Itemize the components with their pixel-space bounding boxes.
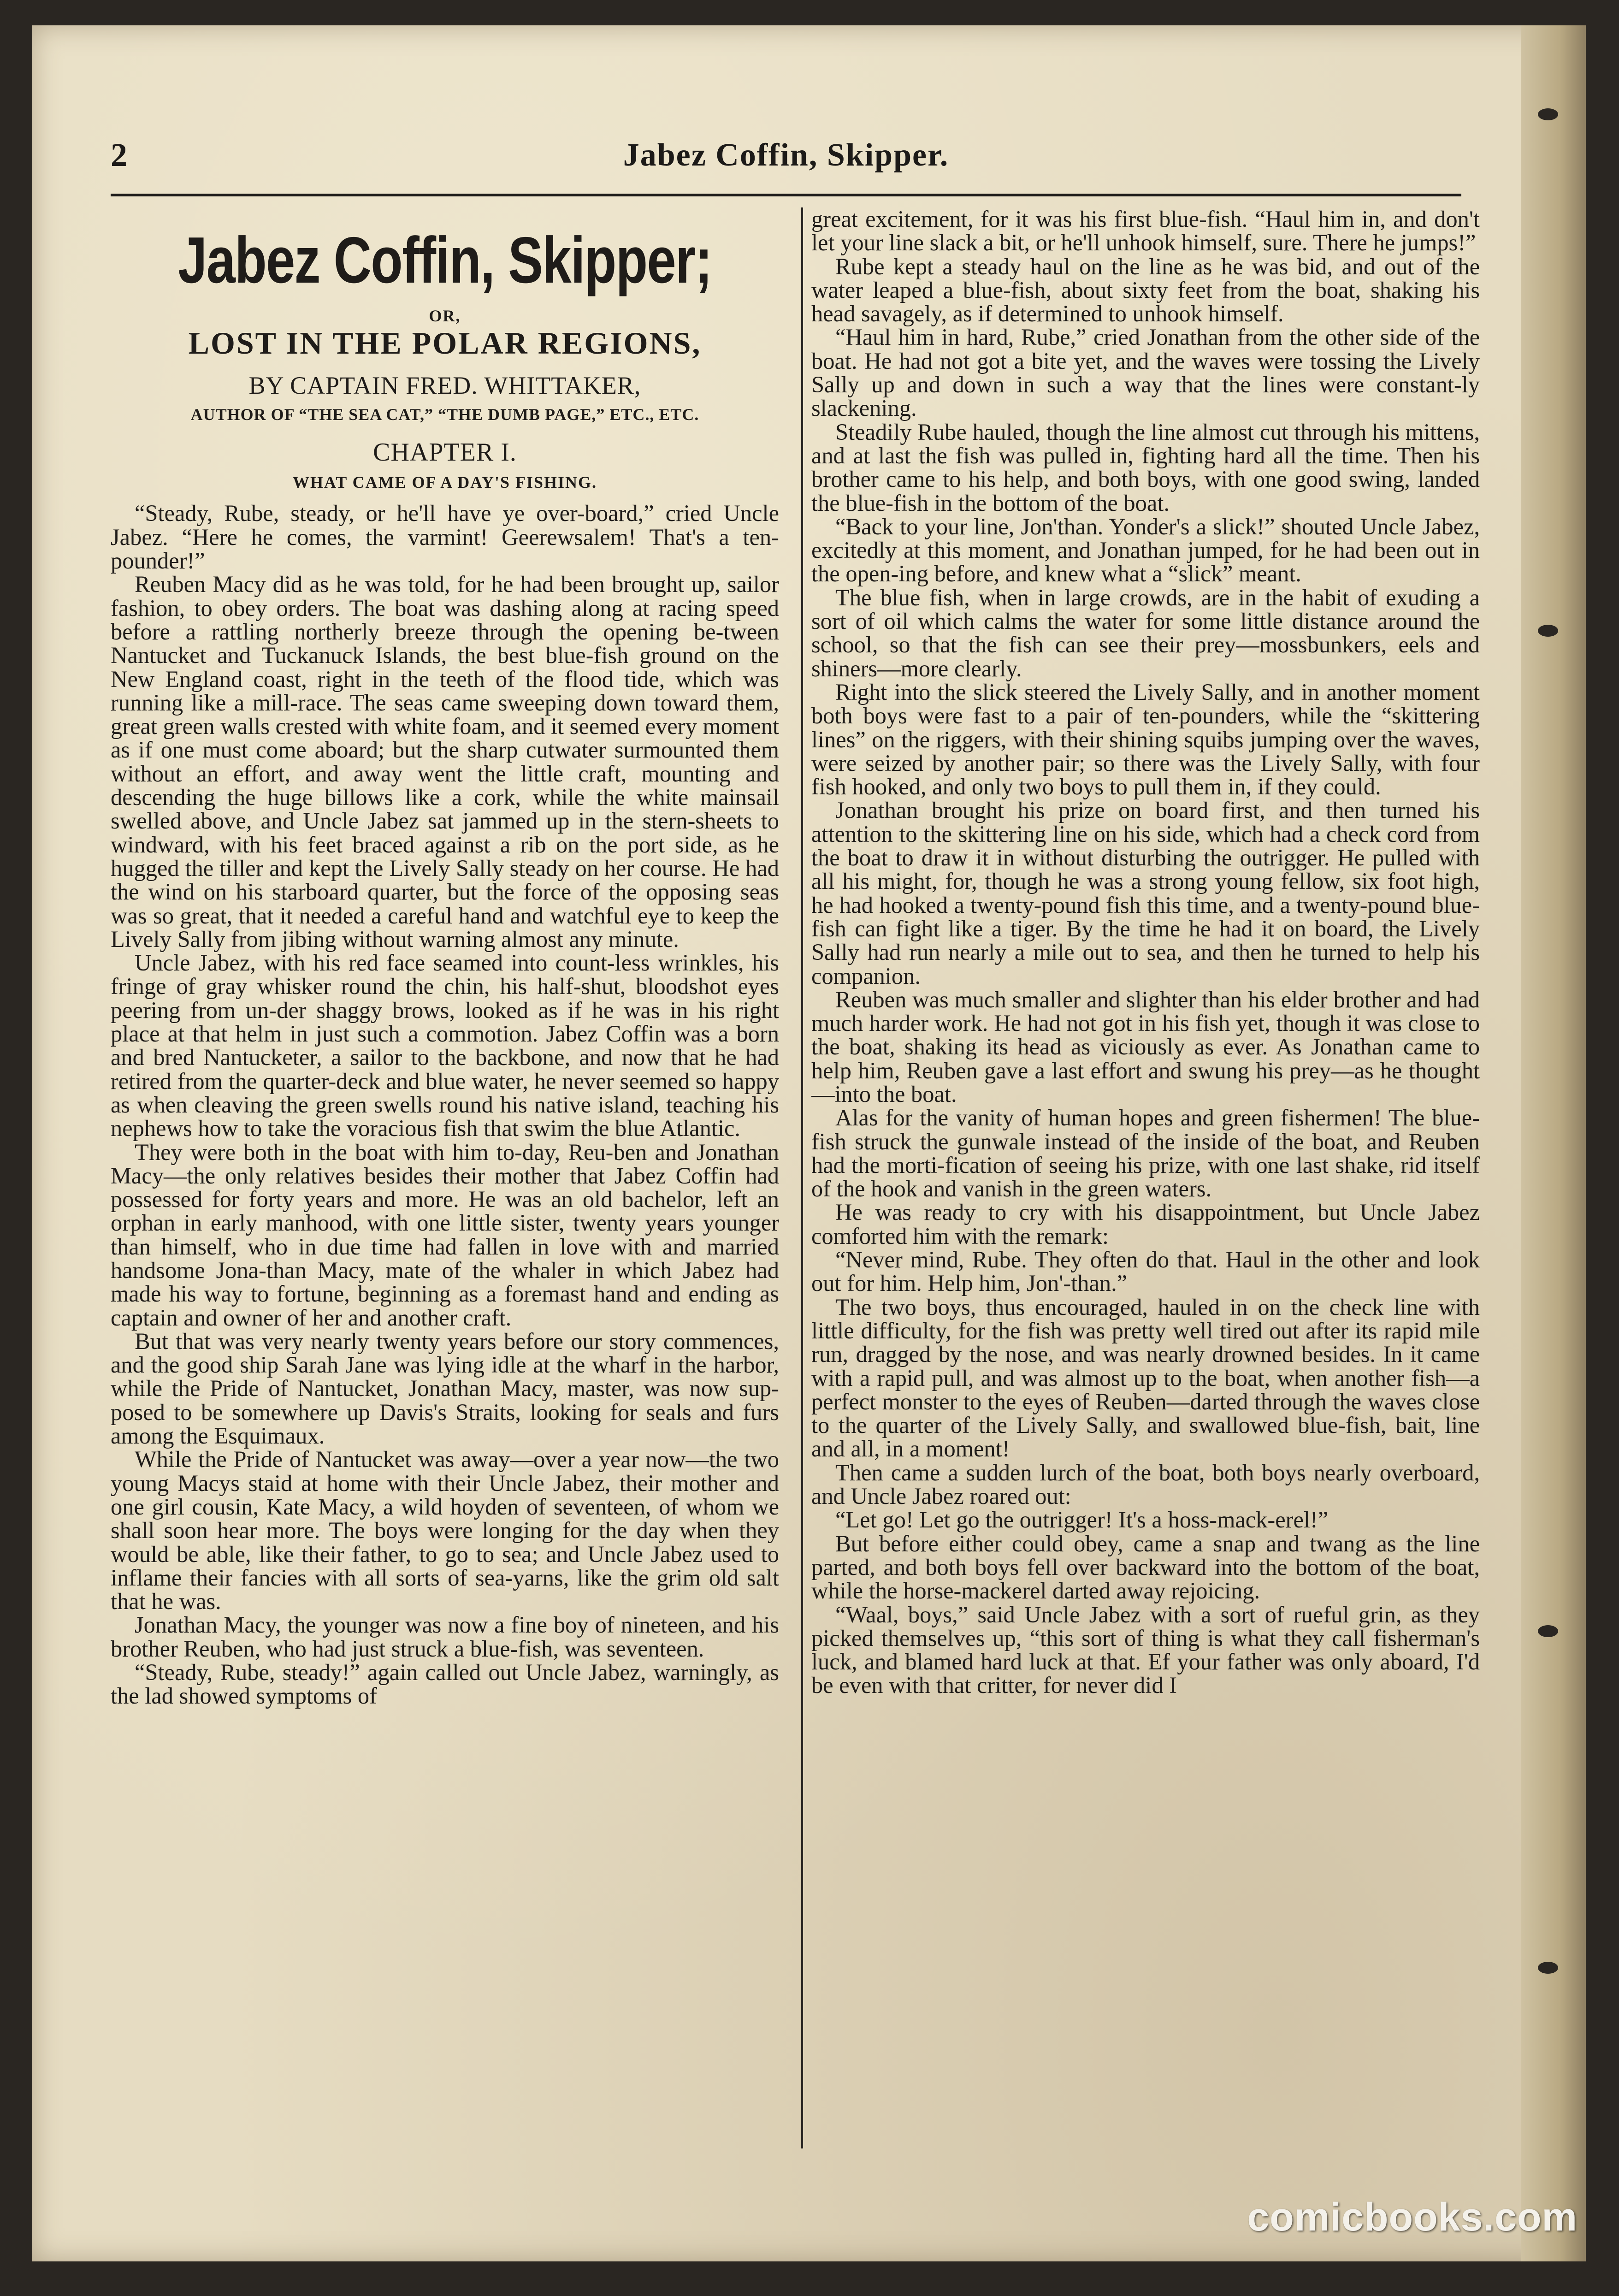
- paragraph: Right into the slick steered the Lively Sally, and in another moment both boys were fast to a pair of ten-pounders, while the “skittering lines” on the riggers, with their shining squibs jumping over the waves, were seized by another pair; so there was the Lively Sally, with four fish hooked, and only two boys to pull them in, if they could.: [811, 679, 1480, 800]
- paragraph: Rube kept a steady haul on the line as he was bid, and out of the water leaped a blue-fish, about sixty feet from the boat, shaking his head savagely, as if determined to unhook himself.: [811, 253, 1480, 327]
- right-column: [811, 207, 1480, 2148]
- magazine-page: [32, 25, 1586, 2261]
- chapter-heading: CHAPTER I.: [373, 438, 517, 467]
- paragraph: Uncle Jabez, with his red face seamed into count-less wrinkles, his fringe of gray whisker round the chin, his half-shut, bloodshot eyes peering from un-der shaggy brows, looked as if he was in his right place at that helm in just such a commotion. Jabez Coffin was a born and bred Nantucketer, a sailor to the backbone, and now that he had retired from the quarter-deck and blue water, he never seemed so happy as when cleaving the green swells round his native island, teaching his nephews how to take the voracious fish that swim the blue Atlantic.: [111, 950, 779, 1142]
- paragraph: The two boys, thus encouraged, hauled in on the check line with little difficulty, for the fish was pretty well tired out after its rapid mile run, dragged by the nose, and was nearly drowned besides. In it came with a rapid pull, and was almost up to the boat, when another fish—a perfect monster to the eyes of Reuben—darted through the waves close to the quarter of the Lively Sally, and swallowed blue-fish, bait, line and all, in a moment!: [811, 1294, 1480, 1462]
- column-divider: [801, 207, 803, 2148]
- paragraph: Reuben Macy did as he was told, for he had been brought up, sailor fashion, to obey orders. The boat was dashing along at racing speed before a rattling northerly breeze through the opening be-tween Nantucket and Tuckanuck Islands, the best blue-fish ground on the New England coast, right in the teeth of the flood tide, which was running like a mill-race. The seas came sweeping down toward them, great green walls crested with white foam, and it seemed every moment as if one must come aboard; but the sharp cutwater surmounted them without an effort, and away went the little craft, mounting and descending the huge billows like a cork, while the white mainsail swelled above, and Uncle Jabez sat jammed up in the stern-sheets to windward, with his feet braced against a rib on the port side, as he hugged the tiller and kept the Lively Sally steady on her course. He had the wind on his starboard quarter, but the force of the opposing seas was so great, that it needed a careful hand and watchful eye to keep the Lively Sally from jibing without warning almost any minute.: [111, 571, 779, 952]
- staple-hole: [1538, 1962, 1558, 1974]
- paragraph: Jonathan brought his prize on board first, and then turned his attention to the skittering line on his side, which had a check cord from the boat to draw it in without disturbing the outrigger. He pulled with all his might, for, though he was a strong young fellow, six foot high, he had hooked a twenty-pound fish this time, and a twenty-pound blue-fish can fight like a tiger. By the time he had it on board, the Lively Sally had run nearly a mile out to sea, and then he turned to help his companion.: [811, 797, 1480, 989]
- title-or: OR,: [429, 307, 461, 325]
- byline: BY CAPTAIN FRED. WHITTAKER,: [248, 371, 641, 399]
- watermark: comicbooks.com: [1247, 2195, 1578, 2239]
- paragraph: Jonathan Macy, the younger was now a fine boy of nineteen, and his brother Reuben, who had just struck a blue-fish, was seventeen.: [111, 1612, 779, 1662]
- page-spine: [1521, 25, 1586, 2261]
- header-rule: [111, 194, 1461, 196]
- paragraph: Reuben was much smaller and slighter than his elder brother and had much harder work. He had not got in his fish yet, though it was close to the boat, shaking its head as viciously as ever. As Jonathan came to help him, Reuben gave a last effort and swung his prey—as he thought—into the boat.: [811, 986, 1480, 1107]
- staple-hole: [1538, 1625, 1558, 1637]
- paragraph: Then came a sudden lurch of the boat, both boys nearly overboard, and Uncle Jabez roared out:: [811, 1459, 1480, 1509]
- paragraph: While the Pride of Nantucket was away—over a year now—the two young Macys staid at home with their Uncle Jabez, their mother and one girl cousin, Kate Macy, a wild hoyden of seventeen, of whom we shall soon hear more. The boys were longing for the day when they would be able, like their father, to go to sea; and Uncle Jabez used to inflame their fancies with all sorts of sea-yarns, like the grim old salt that he was.: [111, 1446, 779, 1615]
- story-title: Jabez Coffin, Skipper;: [178, 224, 712, 297]
- right-column-body: [811, 207, 1480, 1698]
- paragraph: But before either could obey, came a snap and twang as the line parted, and both boys fell over backward into the bottom of the boat, while the horse-mackerel darted away rejoicing.: [811, 1530, 1480, 1604]
- staple-hole: [1538, 108, 1558, 120]
- paragraph: They were both in the boat with him to-day, Reu-ben and Jonathan Macy—the only relatives besides their mother that Jabez Coffin had possessed for forty years and more. He was an old bachelor, left an orphan in early manhood, with one little sister, twenty years younger than himself, who in due time had fallen in love with and married handsome Jona-than Macy, mate of the whaler in which Jabez had made his way to fortune, beginning as a foremast hand and ending as captain and owner of her and another craft.: [111, 1139, 779, 1331]
- paragraph: “Back to your line, Jon'than. Yonder's a slick!” shouted Uncle Jabez, excitedly at this moment, and Jonathan jumped, for he had been out in the open-ing before, and knew what a “slick” meant.: [811, 513, 1480, 587]
- running-header: [111, 131, 1461, 187]
- author-credits: AUTHOR OF “THE SEA CAT,” “THE DUMB PAGE,” ETC., ETC.: [190, 405, 699, 424]
- paragraph: The blue fish, when in large crowds, are in the habit of exuding a sort of oil which calms the water for some little distance around the school, so that the fish can see their prey—mossbunkers, eels and shiners—more clearly.: [811, 584, 1480, 681]
- left-column: [111, 207, 779, 2148]
- paragraph: He was ready to cry with his disappointment, but Uncle Jabez comforted him with the remark:: [811, 1199, 1480, 1249]
- paragraph: “Never mind, Rube. They often do that. Haul in the other and look out for him. Help him, Jon'-than.”: [811, 1247, 1480, 1296]
- paragraph: But that was very nearly twenty years before our story commences, and the good ship Sarah Jane was lying idle at the wharf in the harbor, while the Pride of Nantucket, Jonathan Macy, master, was now sup-posed to be somewhere up Davis's Straits, looking for seals and furs among the Esquimaux.: [111, 1328, 779, 1449]
- paragraph: “Haul him in hard, Rube,” cried Jonathan from the other side of the boat. He had not got a bite yet, and the waves were tossing the Lively Sally up and down in such a way that the lines were constant-ly slackening.: [811, 324, 1480, 421]
- chapter-title: WHAT CAME OF A DAY'S FISHING.: [292, 473, 597, 492]
- paragraph: Alas for the vanity of human hopes and green fishermen! The blue-fish struck the gunwale instead of the inside of the boat, and Reuben had the morti-fication of seeing his prize, with one last shake, rid itself of the hook and vanish in the green waters.: [811, 1105, 1480, 1202]
- paragraph: “Let go! Let go the outrigger! It's a hoss-mack-erel!”: [835, 1507, 1329, 1533]
- staple-hole: [1538, 625, 1558, 637]
- running-title: Jabez Coffin, Skipper.: [623, 137, 949, 173]
- paragraph: “Waal, boys,” said Uncle Jabez with a sort of rueful grin, as they picked themselves up, “this sort of thing is what they call fisherman's luck, and blamed hard luck at that. Ef your father was only aboard, I'd be even with that critter, for never did I: [811, 1601, 1480, 1698]
- paragraph: Steadily Rube hauled, though the line almost cut through his mittens, and at last the fish was pulled in, fighting hard all the time. Then his brother came to his help, and both boys, with one good swing, landed the blue-fish in the bottom of the boat.: [811, 419, 1480, 516]
- paragraph: great excitement, for it was his first blue-fish. “Haul him in, and don't let your line slack a bit, or he'll unhook himself, sure. There he jumps!”: [811, 207, 1480, 256]
- page-number: 2: [111, 136, 127, 173]
- paragraph: “Steady, Rube, steady!” again called out Uncle Jabez, warningly, as the lad showed symptoms of: [111, 1659, 779, 1709]
- story-subtitle: LOST IN THE POLAR REGIONS,: [188, 325, 702, 361]
- left-column-body: [111, 502, 779, 1708]
- paragraph: “Steady, Rube, steady, or he'll have ye over-board,” cried Uncle Jabez. “Here he comes, the varmint! Geerewsalem! That's a ten-pounder!”: [111, 500, 779, 574]
